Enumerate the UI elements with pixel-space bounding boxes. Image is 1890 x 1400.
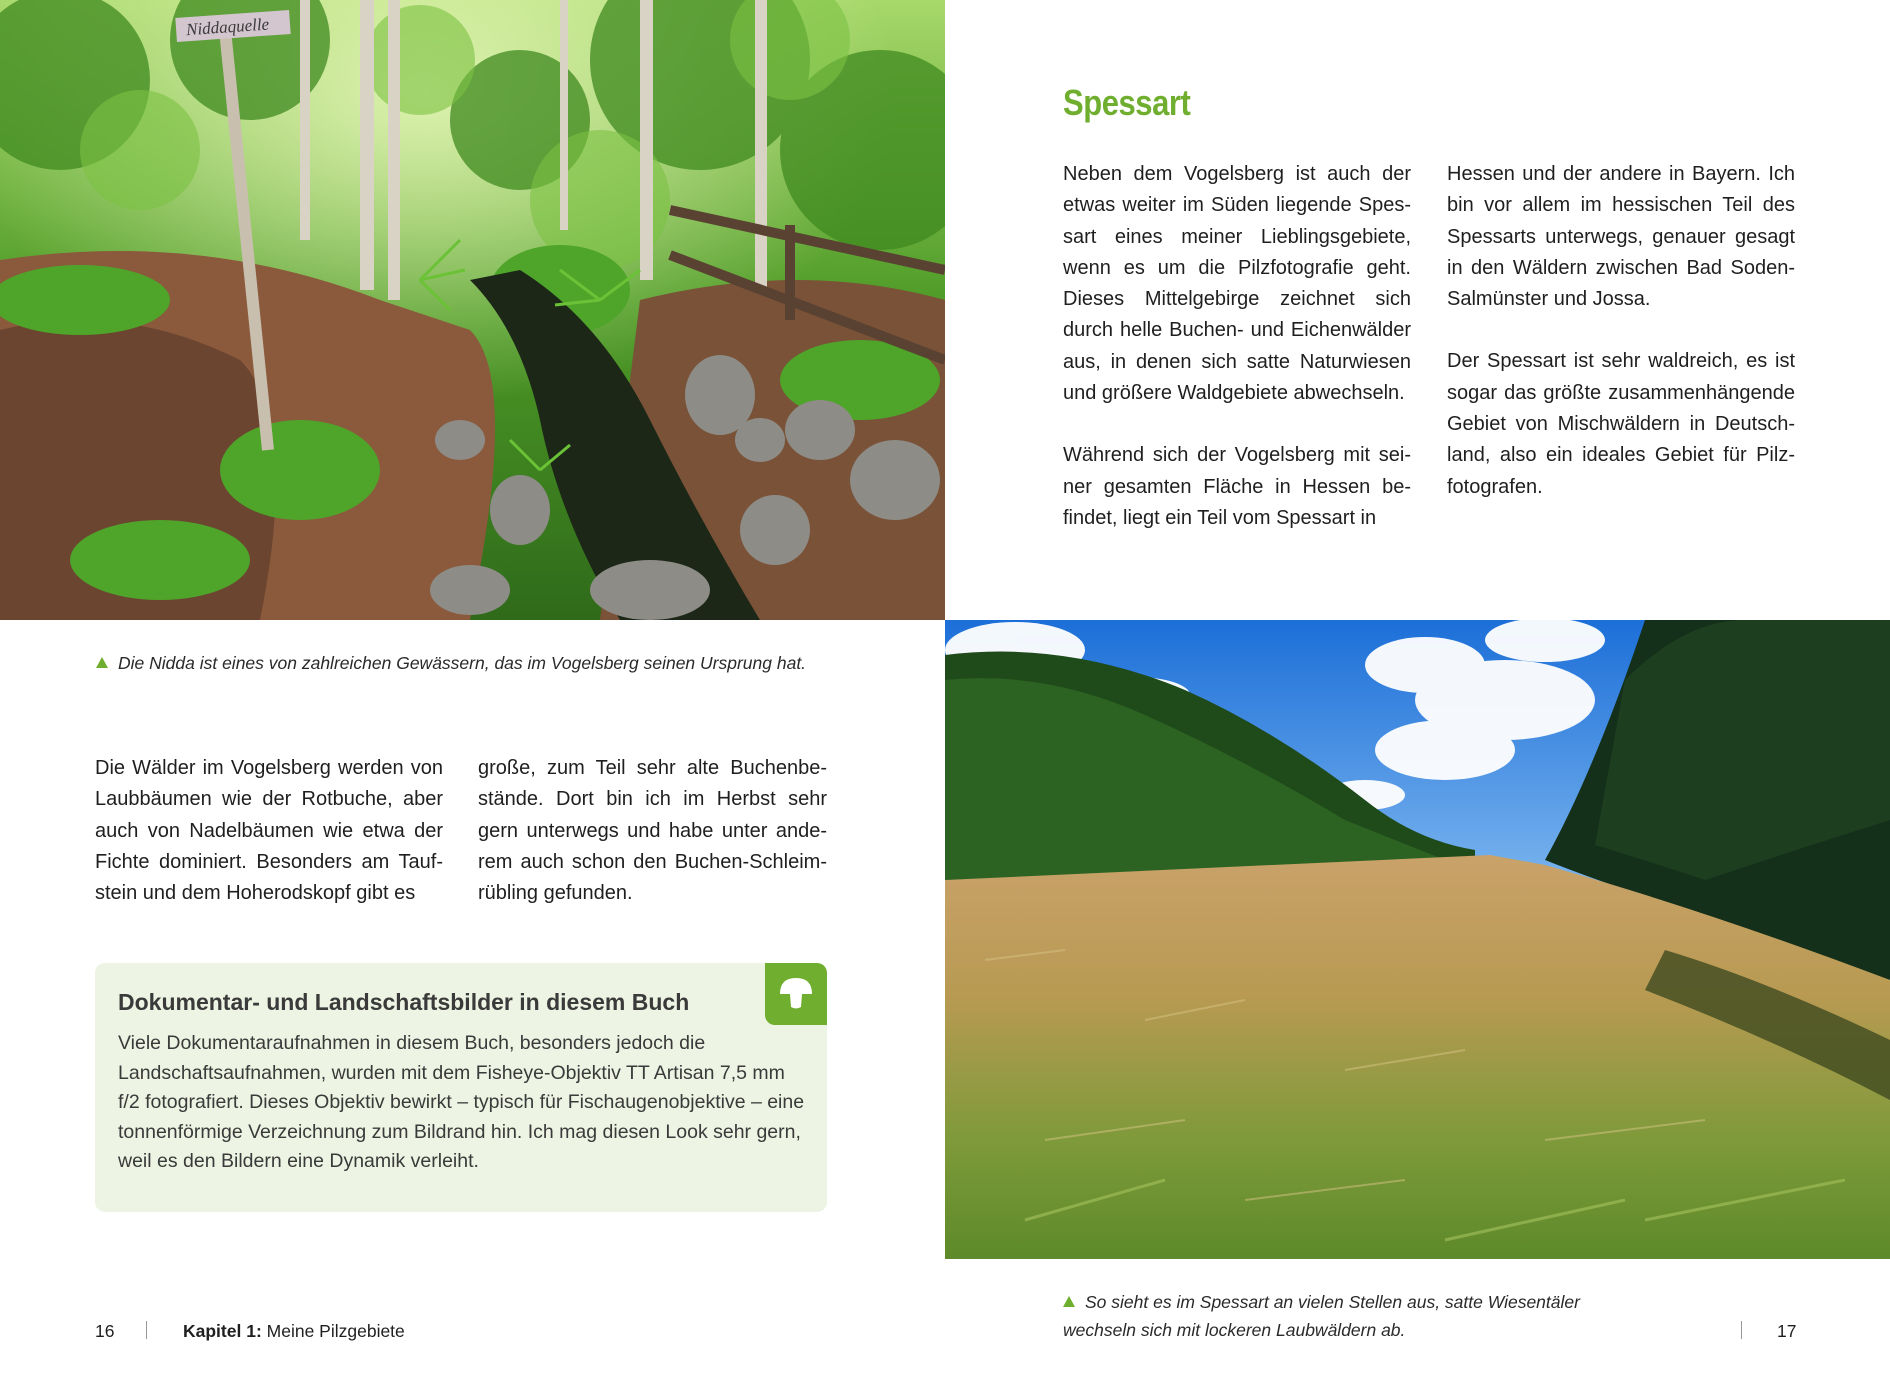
footer-divider: [1741, 1321, 1742, 1339]
info-box-body: Viele Dokumentaraufnahmen in diesem Buch, besonders jedoch die Landschaftsaufnahmen, wurden mit dem Fisheye-Objektiv TT Artisan 7,5 mm f/2 fotografiert. Dieses Objektiv bewirkt – typisch für Fischaugenobjektive – eine tonnenförmige Verzeichnung zum Bildrand hin. Ich mag diesen Look sehr gern, weil es den Bildern eine Dynamik verleiht.: [118, 1032, 805, 1172]
page-number-left: 16: [95, 1321, 115, 1341]
chapter-title: Meine Pilzgebiete: [261, 1321, 405, 1341]
meadow-valley-photo: [945, 620, 1890, 1259]
caption-right: [1063, 1288, 1623, 1344]
paragraph: große, zum Teil sehr alte Buchenbestände. Dort bin ich im Herbst sehr gern unterwegs und habe unter anderem auch schon den Buchen-Schleimrübling gefunden.: [478, 757, 827, 905]
chapter-label: [183, 1321, 405, 1342]
footer-divider: [146, 1321, 147, 1339]
triangle-up-icon: [1063, 1296, 1075, 1307]
triangle-up-icon: [96, 657, 108, 668]
paragraph: Hessen und der andere in Bayern. Ich bin vor allem im hessischen Teil des Spessarts unterwegs, genauer gesagt in den Wäldern zwischen Bad Soden-Salmünster und Jossa.: [1447, 163, 1795, 311]
info-box: [95, 963, 827, 1212]
info-box-title: Dokumentar- und Landschaftsbilder in diesem Buch: [118, 989, 690, 1015]
chapter-prefix: Kapitel 1:: [183, 1321, 262, 1341]
paragraph: Der Spessart ist sehr waldreich, es ist sogar das größte zusammenhängende Gebiet von Mischwäldern in Deutschland, also ein ideales Gebiet für Pilzfotografen.: [1447, 350, 1795, 498]
forest-stream-photo: [0, 0, 945, 620]
paragraph: Neben dem Vogelsberg ist auch der etwas weiter im Süden liegende Spessart eines meiner Lieblingsgebiete, wenn es um die Pilzfotografie geht. Dieses Mittelgebirge zeichnet sich durch helle Buchen- und Eichenwälder aus, in denen sich satte Naturwiesen und größere Waldgebiete abwechseln.: [1063, 163, 1411, 405]
mushroom-icon: [765, 963, 827, 1025]
paragraph: Während sich der Vogelsberg mit seiner gesamten Fläche in Hessen befindet, liegt ein Teil vom Spessart in: [1063, 444, 1411, 529]
caption-text: So sieht es im Spessart an vielen Stellen aus, satte Wiesentäler wechseln sich mit lockeren Laubwäldern ab.: [1063, 1292, 1580, 1340]
text-column-left-2: [478, 753, 827, 940]
text-column-left-1: [95, 753, 443, 940]
paragraph: Die Wälder im Vogelsberg werden von Laubbäumen wie der Rotbuche, aber auch von Nadelbäumen wie etwa der Fichte dominiert. Besonders am Taufstein und dem Hoherodskopf gibt es: [95, 757, 443, 905]
section-title: Spessart: [1063, 82, 1191, 123]
text-column-right-1: [1063, 159, 1411, 565]
sign-text: Niddaquelle: [185, 14, 270, 40]
caption-left: [96, 649, 856, 677]
page-number-right: 17: [1777, 1321, 1797, 1341]
caption-text: Die Nidda ist eines von zahlreichen Gewässern, das im Vogelsberg seinen Ursprung hat.: [118, 653, 807, 673]
text-column-right-2: [1447, 159, 1795, 534]
